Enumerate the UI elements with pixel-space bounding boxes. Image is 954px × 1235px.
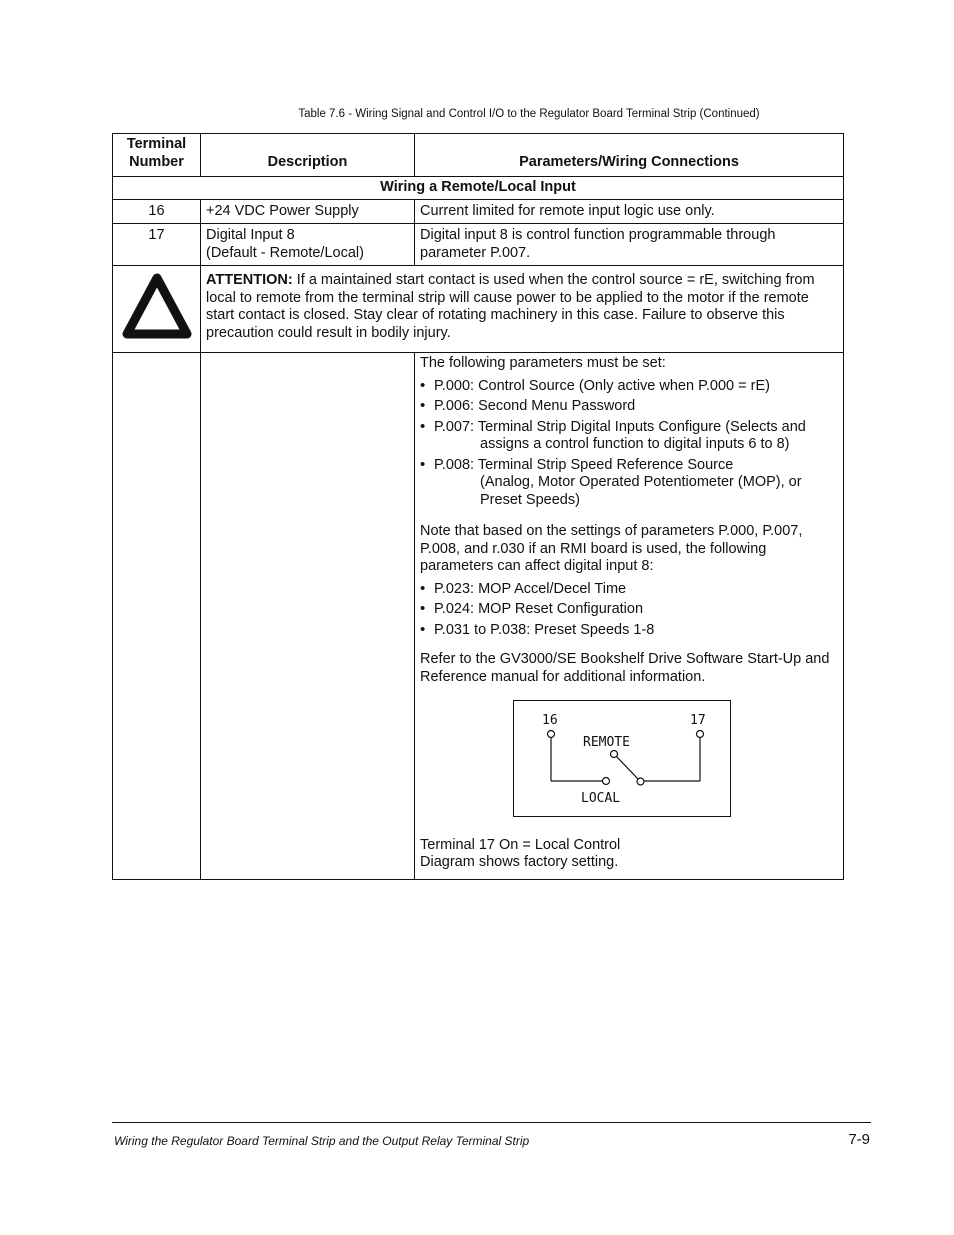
attention-row	[113, 266, 844, 353]
table-caption: Table 7.6 - Wiring Signal and Control I/O to the Regulator Board Terminal Strip (Continued)	[298, 108, 760, 120]
refer-paragraph: Refer to the GV3000/SE Bookshelf Drive Software Start-Up and Reference manual for additional information.	[420, 651, 830, 685]
list-item	[420, 457, 838, 510]
footer-chapter-title: Wiring the Regulator Board Terminal Strip and the Output Relay Terminal Strip	[114, 1134, 530, 1148]
param-list	[420, 378, 838, 510]
terminal-16-node	[547, 731, 554, 738]
param-text: • P.008: Terminal Strip Speed Reference Source	[434, 456, 734, 473]
description-cell	[201, 224, 415, 266]
local-label: LOCAL	[580, 791, 620, 806]
description-line: (Default - Remote/Local)	[206, 244, 364, 261]
attention-text	[201, 266, 844, 353]
closing-line: Diagram shows factory setting.	[420, 854, 619, 870]
table-header-row	[113, 134, 844, 177]
list-item	[420, 419, 838, 454]
table-row	[113, 199, 844, 224]
empty-terminal-cell	[113, 353, 201, 880]
terminal-cell: 16	[113, 199, 201, 224]
terminal-17-label: 17	[689, 713, 706, 728]
param-continuation: (Analog, Motor Operated Potentiometer (MOP), or Preset Speeds)	[480, 474, 802, 508]
empty-description-cell	[201, 353, 415, 880]
affect-param-list	[420, 581, 838, 640]
param-continuation: assigns a control function to digital inputs 6 to 8)	[480, 436, 790, 452]
list-item: • P.023: MOP Accel/Decel Time	[420, 581, 838, 599]
header-description: Description	[201, 134, 415, 177]
header-terminal-number: Terminal Number	[113, 134, 201, 177]
remote-contact-node	[610, 751, 617, 758]
param-text: • P.006: Second Menu Password	[434, 398, 636, 414]
wiring-table	[112, 133, 844, 880]
section-row	[113, 177, 844, 200]
connections-cell: Current limited for remote input logic use only.	[415, 199, 844, 224]
terminal-17-node	[696, 731, 703, 738]
list-item	[420, 398, 838, 416]
section-title: Wiring a Remote/Local Input	[113, 177, 844, 200]
warning-triangle-icon	[122, 272, 192, 340]
closing-line: Terminal 17 On = Local Control	[420, 836, 621, 853]
switch-pivot-node	[637, 778, 644, 785]
table-row	[113, 224, 844, 266]
params-intro: The following parameters must be set:	[420, 355, 666, 371]
diagram-wrap	[405, 700, 838, 823]
description-line: Digital Input 8	[206, 227, 295, 243]
details-cell	[415, 353, 844, 880]
attention-icon-cell	[113, 266, 201, 353]
terminal-16-label: 16	[541, 713, 558, 728]
list-item	[420, 378, 838, 396]
remote-local-switch-diagram	[513, 700, 731, 817]
local-contact-node	[602, 778, 609, 785]
terminal-cell: 17	[113, 224, 201, 266]
attention-body: If a maintained start contact is used when the control source = rE, switching from local to remote from the terminal strip will cause power to be applied to the motor if the remote start contact is closed. Stay clear of rotating machinery in this case. Failure to observe this precaution could result in bodily injury.	[206, 272, 815, 341]
note-paragraph: Note that based on the settings of parameters P.000, P.007, P.008, and r.030 if an RMI board is used, the following parameters can affect digital input 8:	[420, 523, 803, 574]
param-text: • P.007: Terminal Strip Digital Inputs Configure (Selects and	[434, 418, 806, 435]
footer-divider	[112, 1122, 871, 1123]
remote-label: REMOTE	[582, 735, 630, 750]
header-connections: Parameters/Wiring Connections	[415, 134, 844, 177]
switch-arm	[616, 757, 638, 780]
connections-cell: Digital input 8 is control function programmable through parameter P.007.	[415, 224, 844, 266]
list-item: • P.031 to P.038: Preset Speeds 1-8	[420, 622, 838, 640]
description-cell: +24 VDC Power Supply	[201, 199, 415, 224]
list-item: • P.024: MOP Reset Configuration	[420, 601, 838, 619]
page-number: 7-9	[848, 1131, 870, 1148]
details-row	[113, 353, 844, 880]
attention-label: ATTENTION:	[206, 272, 293, 288]
param-text: • P.000: Control Source (Only active when P.000 = rE)	[434, 377, 770, 394]
